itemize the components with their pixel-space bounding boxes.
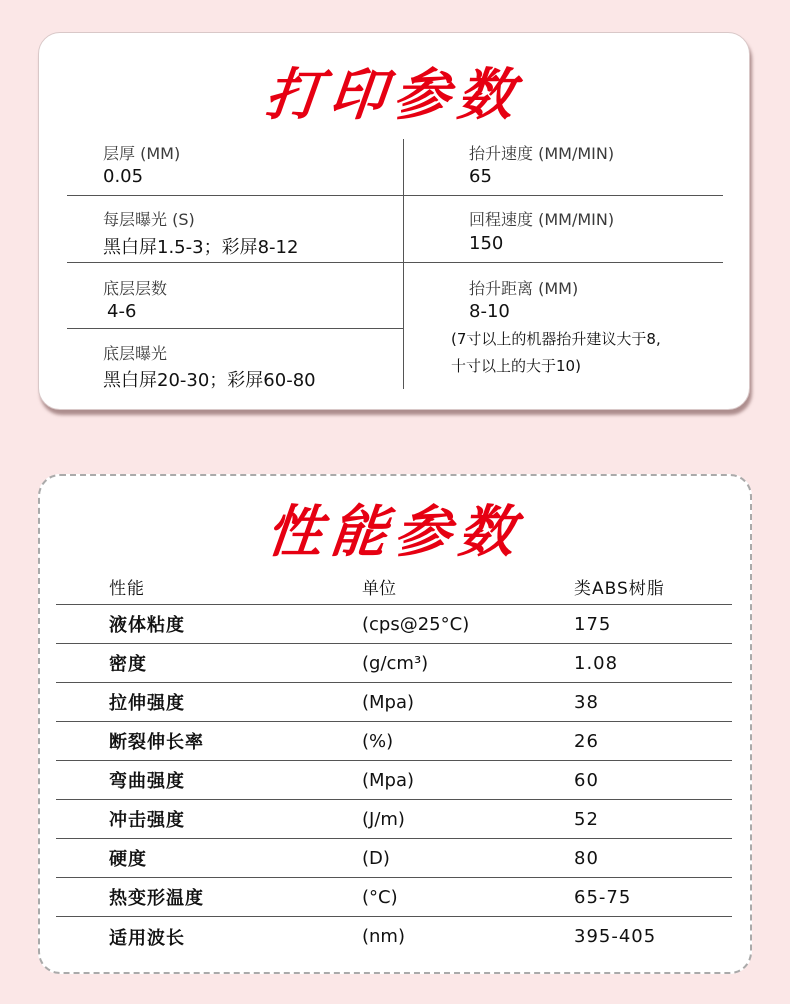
retract-speed-value: 150 [469, 233, 504, 254]
row-property: 断裂伸长率 [109, 732, 204, 753]
layer-exposure-value: 黑白屏1.5-3；彩屏8-12 [103, 237, 299, 258]
print-params-title: 打印参数 [262, 63, 525, 128]
row-unit: (Mpa) [362, 691, 415, 713]
performance-params-card [38, 474, 752, 974]
row-unit: (D) [362, 847, 390, 869]
lift-speed-value: 65 [469, 166, 492, 187]
table-row [56, 878, 732, 917]
row-property: 热变形温度 [109, 888, 204, 909]
row-divider [67, 195, 403, 196]
table-row [56, 761, 732, 800]
print-params-card [38, 32, 750, 410]
row-property: 适用波长 [109, 927, 185, 949]
bottom-exposure-label: 底层曝光 [103, 344, 168, 363]
table-row [56, 722, 732, 761]
table-row [56, 644, 732, 683]
lift-distance-note-line1: (7寸以上的机器抬升建议大于8, [451, 330, 661, 348]
lift-speed-label: 抬升速度 (MM/MIN) [469, 144, 615, 163]
row-property: 拉伸强度 [109, 693, 185, 714]
lift-distance-value: 8-10 [469, 301, 510, 322]
row-unit: (g/cm³) [362, 652, 429, 674]
header-unit: 单位 [362, 578, 396, 599]
row-divider [403, 262, 723, 263]
layer-thickness-value: 0.05 [103, 166, 144, 187]
lift-distance-label: 抬升距离 (MM) [469, 279, 579, 298]
row-value: 395-405 [574, 926, 657, 947]
row-divider [67, 262, 403, 263]
bottom-exposure-value: 黑白屏20-30；彩屏60-80 [103, 370, 316, 391]
header-material: 类ABS树脂 [574, 578, 665, 599]
table-header-row [56, 568, 732, 605]
row-divider [67, 328, 403, 329]
row-value: 1.08 [574, 652, 619, 674]
row-property: 硬度 [109, 849, 147, 870]
row-unit: (cps@25°C) [362, 613, 470, 635]
row-value: 26 [574, 730, 599, 752]
row-divider [403, 195, 723, 196]
layer-thickness-label: 层厚 (MM) [103, 144, 181, 163]
bottom-layers-value: 4-6 [107, 301, 137, 322]
table-row [56, 917, 732, 956]
retract-speed-label: 回程速度 (MM/MIN) [469, 210, 615, 229]
performance-params-title: 性能参数 [263, 500, 526, 565]
header-property: 性能 [109, 578, 145, 599]
row-value: 60 [574, 769, 599, 791]
table-row [56, 839, 732, 878]
row-unit: (Mpa) [362, 769, 415, 791]
row-unit: (%) [362, 730, 394, 752]
table-row [56, 605, 732, 644]
row-property: 冲击强度 [109, 810, 185, 831]
bottom-layers-label: 底层层数 [103, 279, 168, 298]
row-unit: (nm) [362, 926, 405, 947]
table-row [56, 683, 732, 722]
row-value: 65-75 [574, 886, 632, 908]
row-unit: (°C) [362, 886, 398, 908]
row-unit: (J/m) [362, 808, 405, 830]
row-property: 弯曲强度 [109, 771, 185, 792]
column-divider [403, 139, 404, 389]
performance-table [56, 568, 732, 956]
row-value: 52 [574, 808, 599, 830]
row-property: 液体粘度 [109, 615, 185, 636]
lift-distance-note-line2: 十寸以上的大于10) [451, 357, 581, 375]
row-value: 175 [574, 613, 612, 635]
row-property: 密度 [109, 654, 147, 675]
layer-exposure-label: 每层曝光 (S) [103, 210, 195, 229]
row-value: 38 [574, 691, 599, 713]
row-value: 80 [574, 847, 599, 869]
table-row [56, 800, 732, 839]
